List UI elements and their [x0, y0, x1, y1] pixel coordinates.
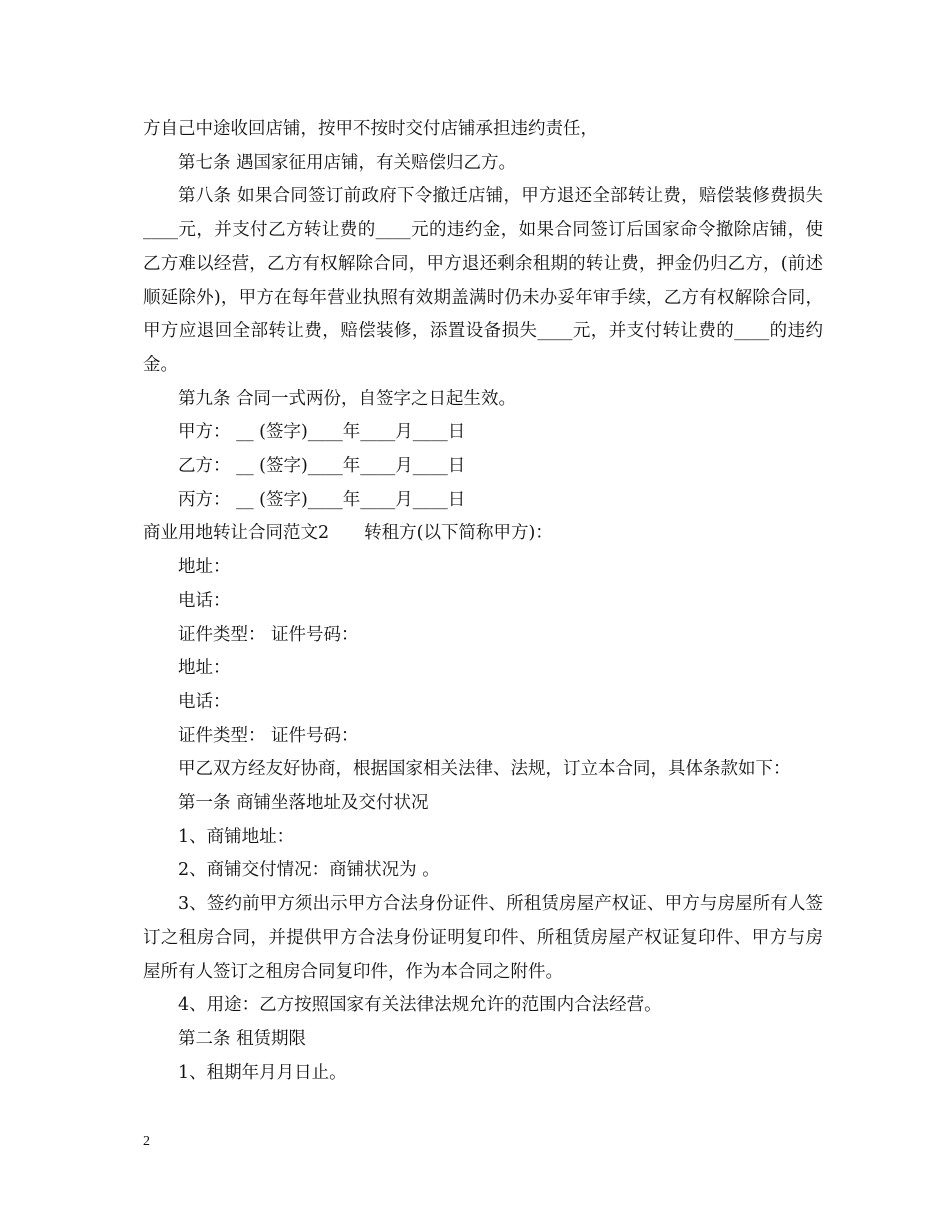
paragraph: 电话：	[178, 590, 231, 611]
contract-body	[143, 113, 823, 1090]
signature-line: 乙方： __ (签字)____年____月____日	[178, 456, 466, 477]
paragraph: 第七条 遇国家征用店铺，有关赔偿归乙方。	[178, 152, 517, 173]
paragraph: 4、用途：乙方按照国家有关法律法规允许的范围内合法经营。	[178, 995, 662, 1016]
paragraph: 地址：	[178, 658, 231, 679]
paragraph: 电话：	[178, 691, 231, 712]
paragraph: 甲乙双方经友好协商，根据国家相关法律、法规，订立本合同，具体条款如下：	[178, 759, 791, 780]
paragraph: 第八条 如果合同签订前政府下令撤迁店铺，甲方退还全部转让费，赔偿装修费损失____元，并支付乙方转让费的____元的违约金，如果合同签订后国家命令撤除店铺，使乙方难以经营，乙方有权解除合同，甲方退还剩余租期的转让费，押金仍归乙方，(前述顺延除外)，甲方在每年营业执照有效期盖满时仍未办妥年审手续，乙方有权解除合同，甲方应退回全部转让费，赔偿装修，添置设备损失____元，并支付转让费的____的违约金。	[143, 186, 823, 375]
signature-line: 丙方： __ (签字)____年____月____日	[178, 489, 466, 510]
section-heading: 商业用地转让合同范文2 转租方(以下简称甲方)：	[143, 523, 553, 544]
page-number: 2	[143, 1134, 150, 1149]
paragraph: 方自己中途收回店铺，按甲不按时交付店铺承担违约责任，	[143, 119, 598, 139]
paragraph: 第一条 商铺坐落地址及交付状况	[178, 793, 429, 814]
paragraph: 证件类型： 证件号码：	[178, 725, 359, 746]
paragraph: 第二条 租赁期限	[178, 1028, 307, 1049]
paragraph: 1、租期年月月日止。	[178, 1062, 347, 1083]
paragraph: 1、商铺地址：	[178, 826, 295, 847]
paragraph: 第九条 合同一式两份，自签字之日起生效。	[178, 388, 517, 409]
paragraph: 地址：	[178, 557, 231, 578]
paragraph: 2、商铺交付情况：商铺状况为 。	[178, 860, 440, 881]
paragraph: 证件类型： 证件号码：	[178, 624, 359, 645]
signature-line: 甲方： __ (签字)____年____月____日	[178, 422, 466, 443]
paragraph: 3、签约前甲方须出示甲方合法身份证件、所租赁房屋产权证、甲方与房屋所有人签订之租房合同，并提供甲方合法身份证明复印件、所租赁房屋产权证复印件、甲方与房屋所有人签订之租房合同复印件，作为本合同之附件。	[143, 894, 823, 982]
